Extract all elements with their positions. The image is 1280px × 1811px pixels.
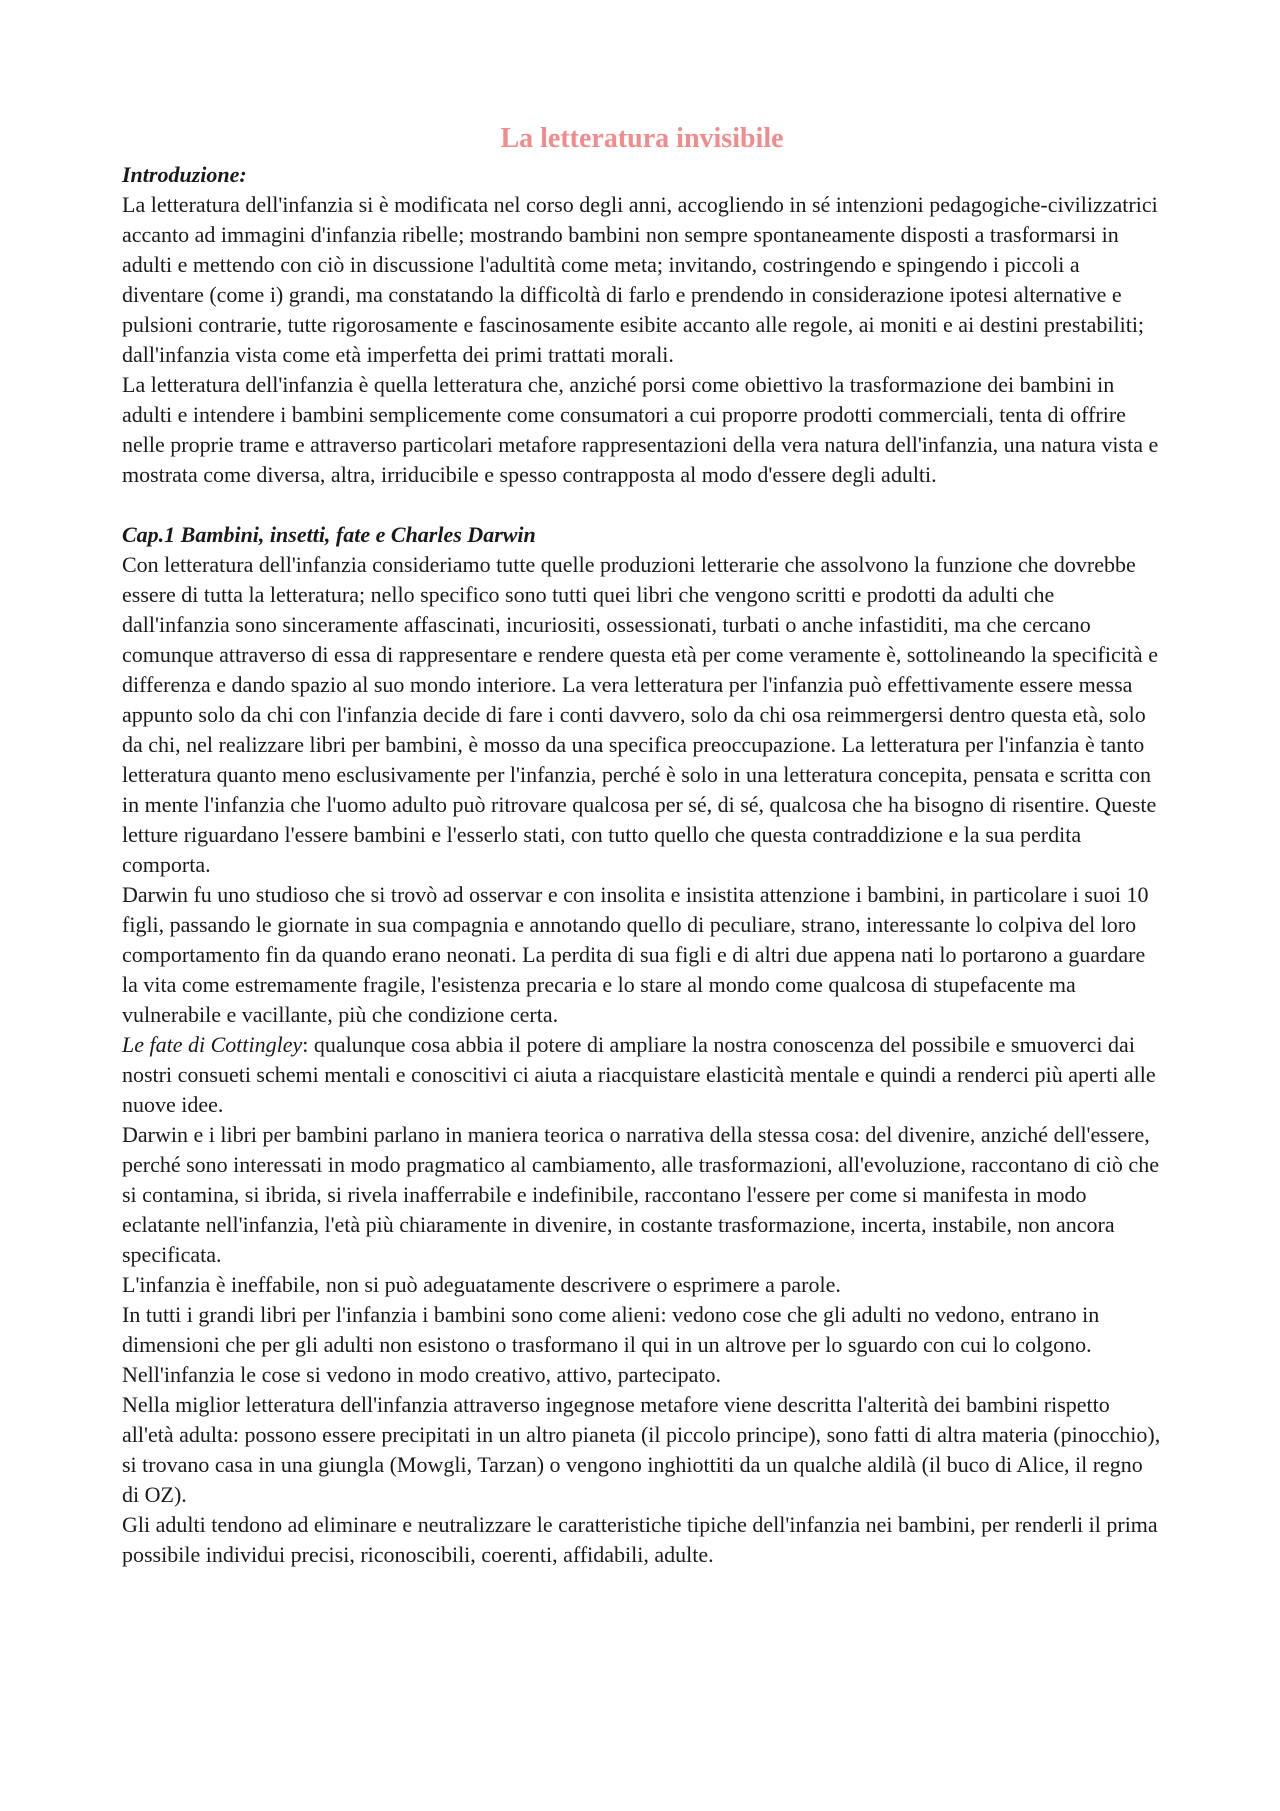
cottingley-title: Le fate di Cottingley bbox=[122, 1032, 303, 1057]
intro-heading: Introduzione: bbox=[122, 162, 247, 187]
document-page bbox=[122, 122, 1162, 1570]
chapter1-paragraph-3 bbox=[122, 1030, 1162, 1120]
intro-paragraph-1: La letteratura dell'infanzia si è modificata nel corso degli anni, accogliendo in sé intenzioni pedagogiche-civilizzatrici accanto ad immagini d'infanzia ribelle; mostrando bambini non sempre spontaneamente disposti a trasformarsi in adulti e mettendo con ciò in discussione l'adultità come meta; invitando, costringendo e spingendo i piccoli a diventare (come i) grandi, ma constatando la difficoltà di farlo e prendendo in considerazione ipotesi alternative e pulsioni contrarie, tutte rigorosamente e fascinosamente esibite accanto alle regole, ai moniti e ai destini prestabiliti; dall'infanzia vista come età imperfetta dei primi trattati morali. bbox=[122, 192, 1158, 367]
intro-paragraph-2: La letteratura dell'infanzia è quella letteratura che, anziché porsi come obiettivo la trasformazione dei bambini in adulti e intendere i bambini semplicemente come consumatori a cui proporre prodotti commerciali, tenta di offrire nelle proprie trame e attraverso particolari metafore rappresentazioni della vera natura dell'infanzia, una natura vista e mostrata come diversa, altra, irriducibile e spesso contrapposta al modo d'essere degli adulti. bbox=[122, 372, 1159, 487]
chapter1-paragraph-8: Gli adulti tendono ad eliminare e neutralizzare le caratteristiche tipiche dell'infanzia nei bambini, per renderli il prima possibile individui precisi, riconoscibili, coerenti, affidabili, adulte. bbox=[122, 1512, 1158, 1567]
chapter1-paragraph-2: Darwin fu uno studioso che si trovò ad osservar e con insolita e insistita attenzione i bambini, in particolare i suoi 10 figli, passando le giornate in sua compagnia e annotando quello di peculiare, strano, interessante lo colpiva del loro comportamento fin da quando erano neonati. La perdita di sua figli e di altri due appena nati lo portarono a guardare la vita come estremamente fragile, l'esistenza precaria e lo stare al mondo come qualcosa di stupefacente ma vulnerabile e vacillante, più che condizione certa. bbox=[122, 882, 1149, 1027]
chapter1-heading: Cap.1 Bambini, insetti, fate e Charles Darwin bbox=[122, 522, 536, 547]
chapter1-paragraph-4: Darwin e i libri per bambini parlano in maniera teorica o narrativa della stessa cosa: del divenire, anziché dell'essere, perché sono interessati in modo pragmatico al cambiamento, alle trasformazioni, all'evoluzione, raccontano di ciò che si contamina, si ibrida, si rivela inafferrabile e indefinibile, raccontano l'essere per come si manifesta in modo eclatante nell'infanzia, l'età più chiaramente in divenire, in costante trasformazione, incerta, instabile, non ancora specificata. bbox=[122, 1122, 1159, 1267]
document-title: La letteratura invisibile bbox=[500, 123, 784, 154]
chapter1-paragraph-5: L'infanzia è ineffabile, non si può adeguatamente descrivere o esprimere a parole. bbox=[122, 1272, 841, 1297]
chapter1-paragraph-7: Nella miglior letteratura dell'infanzia attraverso ingegnose metafore viene descritta l'alterità dei bambini rispetto all'età adulta: possono essere precipitati in un altro pianeta (il piccolo principe), sono fatti di altra materia (pinocchio), si trovano casa in una giungla (Mowgli, Tarzan) o vengono inghiottiti da un qualche aldilà (il buco di Alice, il regno di OZ). bbox=[122, 1392, 1161, 1507]
chapter1-paragraph-1: Con letteratura dell'infanzia consideriamo tutte quelle produzioni letterarie che assolvono la funzione che dovrebbe essere di tutta la letteratura; nello specifico sono tutti quei libri che vengono scritti e prodotti da adulti che dall'infanzia sono sinceramente affascinati, incuriositi, ossessionati, turbati o anche infastiditi, ma che cercano comunque attraverso di essa di rappresentare e rendere questa età per come veramente è, sottolineando la specificità e differenza e dando spazio al suo mondo interiore. La vera letteratura per l'infanzia può effettivamente essere messa appunto solo da chi con l'infanzia decide di fare i conti davvero, solo da chi osa reimmergersi dentro questa età, solo da chi, nel realizzare libri per bambini, è mosso da una specifica preoccupazione. La letteratura per l'infanzia è tanto letteratura quanto meno esclusivamente per l'infanzia, perché è solo in una letteratura concepita, pensata e scritta con in mente l'infanzia che l'uomo adulto può ritrovare qualcosa per sé, di sé, qualcosa che ha bisogno di risentire. Queste letture riguardano l'essere bambini e l'esserlo stati, con tutto quello che questa contraddizione e la sua perdita comporta. bbox=[122, 552, 1158, 877]
chapter1-paragraph-6: In tutti i grandi libri per l'infanzia i bambini sono come alieni: vedono cose che gli adulti no vedono, entrano in dimensioni che per gli adulti non esistono o trasformano il qui in un altrove per lo sguardo con cui lo colgono. Nell'infanzia le cose si vedono in modo creativo, attivo, partecipato. bbox=[122, 1302, 1100, 1387]
section-spacer bbox=[122, 490, 1162, 520]
cottingley-text: : qualunque cosa abbia il potere di ampliare la nostra conoscenza del possibile e smuoverci dai nostri consueti schemi mentali e conoscitivi ci aiuta a riacquistare elasticità mentale e quindi a renderci più aperti alle nuove idee. bbox=[122, 1032, 1156, 1117]
